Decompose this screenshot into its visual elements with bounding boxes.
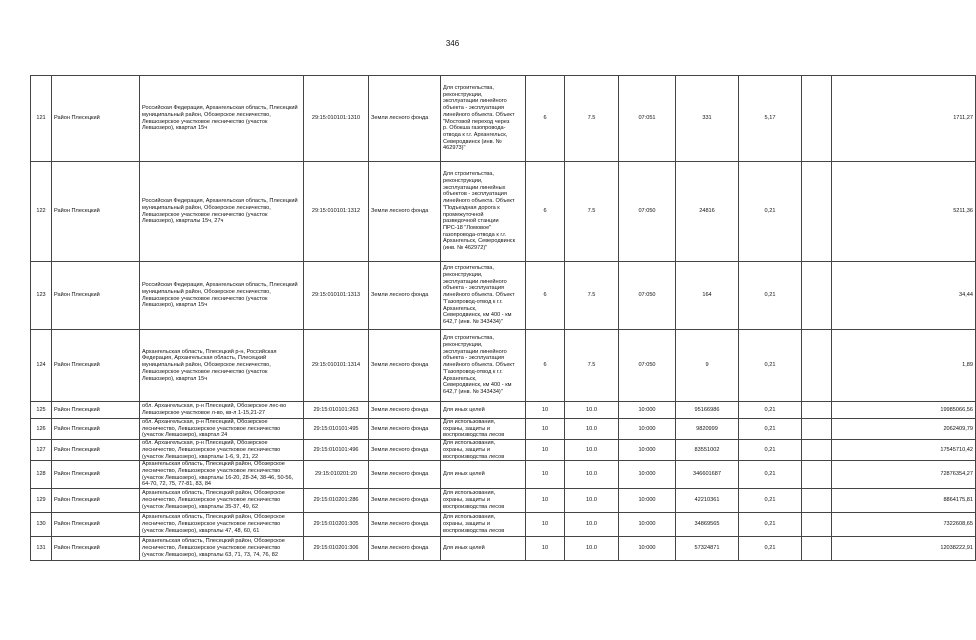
land-category-cell: Земли лесного фонда [369, 76, 441, 162]
cadastral-number-cell: 29:15:010101:495 [304, 419, 369, 440]
permitted-use-cell: Для использования, охраны, защиты и воспроизводства лесов [441, 489, 526, 513]
district-cell: Район Плесецкий [52, 489, 140, 513]
location-cell: обл. Архангельская, р-н Плесецкий, Обозерское лесничество, Левшозерское участковое лесничество (участок Левшозеро), квартал 24 [140, 419, 304, 440]
subgroup-cell: 10:000 [619, 489, 676, 513]
area-cell: 34869565 [676, 513, 739, 537]
subgroup-cell: 10:000 [619, 419, 676, 440]
cadastral-value-cell: 34,44 [832, 262, 976, 330]
area-cell: 42210361 [676, 489, 739, 513]
land-category-cell: Земли лесного фонда [369, 440, 441, 461]
row-number: 130 [31, 513, 52, 537]
subgroup-cell: 10:000 [619, 537, 676, 561]
cadastral-value-cell: 72876354,27 [832, 461, 976, 489]
area-cell: 95166986 [676, 402, 739, 419]
row-number: 127 [31, 440, 52, 461]
district-cell: Район Плесецкий [52, 537, 140, 561]
table-row [31, 513, 976, 537]
table-row [31, 489, 976, 513]
row-number: 124 [31, 330, 52, 402]
cadastral-number-cell: 29:15:010201:306 [304, 537, 369, 561]
cadastral-number-cell: 29:15:010101:496 [304, 440, 369, 461]
empty-cell [802, 489, 832, 513]
empty-cell [802, 76, 832, 162]
permitted-use-cell: Для строительства, реконструкции, эксплуатации линейного объекта - эксплуатация линейного объекта. Объект "Мостовой переход через р. Обокша газопровода- отвода к г.г. Архангельск, Северодвинск (инв. № 462973)" [441, 76, 526, 162]
subgroup-cell: 07:051 [619, 76, 676, 162]
empty-cell [802, 330, 832, 402]
specific-value-cell: 0,21 [739, 513, 802, 537]
district-cell: Район Плесецкий [52, 76, 140, 162]
permitted-use-cell: Для использования, охраны, защиты и воспроизводства лесов [441, 440, 526, 461]
page-number: 346 [445, 39, 460, 48]
row-number: 129 [31, 489, 52, 513]
cadastral-value-cell: 7322608,65 [832, 513, 976, 537]
empty-cell [802, 440, 832, 461]
permitted-use-cell: Для использования, охраны, защиты и воспроизводства лесов [441, 419, 526, 440]
permitted-use-cell: Для иных целей [441, 461, 526, 489]
area-cell: 164 [676, 262, 739, 330]
location-cell: Архангельская область, Плесецкий район, Обозерское лесничество, Левшозерское участковое лесничество (участок Левшозеро), кварталы 47, 48, 60, 61 [140, 513, 304, 537]
specific-value-cell: 5,17 [739, 76, 802, 162]
table-row [31, 440, 976, 461]
specific-value-cell: 0,21 [739, 489, 802, 513]
code-cell: 10 [526, 402, 565, 419]
specific-value-cell: 0,21 [739, 537, 802, 561]
specific-value-cell: 0,21 [739, 262, 802, 330]
district-cell: Район Плесецкий [52, 513, 140, 537]
table-body [31, 76, 976, 561]
location-cell: Российская Федерация, Архангельская область, Плесецкий муниципальный район, Обозерское лесничество, Левшозерское участковое лесничество (участок Левшозеро), кварталы 15ч, 27ч [140, 162, 304, 262]
subgroup-cell: 10:000 [619, 513, 676, 537]
code-cell: 6 [526, 330, 565, 402]
permitted-use-cell: Для строительства, реконструкции, эксплуатации линейного объекта - эксплуатация линейного объекта. Объект "Газопровод-отвод к г.г. Архангельск, Северодвинск, км 400 - км 642,7 (инв. № 343434)" [441, 330, 526, 402]
group-cell: 10.0 [565, 440, 619, 461]
district-cell: Район Плесецкий [52, 440, 140, 461]
code-cell: 10 [526, 440, 565, 461]
specific-value-cell: 0,21 [739, 461, 802, 489]
group-cell: 7.5 [565, 76, 619, 162]
group-cell: 10.0 [565, 402, 619, 419]
row-number: 123 [31, 262, 52, 330]
land-category-cell: Земли лесного фонда [369, 537, 441, 561]
group-cell: 10.0 [565, 461, 619, 489]
location-cell: Архангельская область, Плесецкий район, Обозерское лесничество, Левшозерское участковое лесничество (участок Левшозеро), кварталы 16-20, 28-34, 38-46, 50-56, 64-70, 72, 75, 77-81, 83, 84 [140, 461, 304, 489]
code-cell: 10 [526, 513, 565, 537]
subgroup-cell: 10:000 [619, 402, 676, 419]
land-category-cell: Земли лесного фонда [369, 262, 441, 330]
empty-cell [802, 419, 832, 440]
group-cell: 7.5 [565, 262, 619, 330]
table-row [31, 461, 976, 489]
cadastral-value-cell: 17545710,42 [832, 440, 976, 461]
cadastral-value-cell: 5211,36 [832, 162, 976, 262]
empty-cell [802, 262, 832, 330]
area-cell: 9 [676, 330, 739, 402]
cadastral-number-cell: 29:15:010101:263 [304, 402, 369, 419]
code-cell: 10 [526, 489, 565, 513]
location-cell: Российская Федерация, Архангельская область, Плесецкий муниципальный район, Обозерское лесничество, Левшозерское участковое лесничество (участок Левшозеро), квартал 15ч [140, 76, 304, 162]
code-cell: 10 [526, 419, 565, 440]
location-cell: Архангельская область, Плесецкий район, Обозерское лесничество, Левшозерское участковое лесничество (участок Левшозеро), кварталы 35-37, 49, 62 [140, 489, 304, 513]
row-number: 131 [31, 537, 52, 561]
district-cell: Район Плесецкий [52, 330, 140, 402]
cadastral-number-cell: 29:15:010101:1314 [304, 330, 369, 402]
empty-cell [802, 537, 832, 561]
cadastral-number-cell: 29:15:010101:1313 [304, 262, 369, 330]
cadastral-value-cell: 8864175,81 [832, 489, 976, 513]
area-cell: 83551002 [676, 440, 739, 461]
table-row [31, 262, 976, 330]
group-cell: 10.0 [565, 419, 619, 440]
permitted-use-cell: Для иных целей [441, 402, 526, 419]
land-category-cell: Земли лесного фонда [369, 489, 441, 513]
group-cell: 10.0 [565, 489, 619, 513]
land-category-cell: Земли лесного фонда [369, 162, 441, 262]
subgroup-cell: 07:050 [619, 162, 676, 262]
area-cell: 346601687 [676, 461, 739, 489]
table-row [31, 537, 976, 561]
group-cell: 10.0 [565, 537, 619, 561]
cadastral-number-cell: 29:15:010201:305 [304, 513, 369, 537]
table-row [31, 402, 976, 419]
cadastral-value-cell: 19985066,56 [832, 402, 976, 419]
cadastral-value-cell: 12038222,91 [832, 537, 976, 561]
group-cell: 10.0 [565, 513, 619, 537]
empty-cell [802, 402, 832, 419]
area-cell: 57324871 [676, 537, 739, 561]
subgroup-cell: 07:050 [619, 262, 676, 330]
specific-value-cell: 0,21 [739, 162, 802, 262]
group-cell: 7.5 [565, 330, 619, 402]
subgroup-cell: 10:000 [619, 461, 676, 489]
code-cell: 6 [526, 262, 565, 330]
specific-value-cell: 0,21 [739, 402, 802, 419]
permitted-use-cell: Для строительства, реконструкции, эксплуатации линейного объекта - эксплуатация линейного объекта. Объект "Газопровод-отвод к г.г. Архангельск, Северодвинск, км 400 - км 642,7 (инв. № 343434)" [441, 262, 526, 330]
empty-cell [802, 513, 832, 537]
subgroup-cell: 10:000 [619, 440, 676, 461]
area-cell: 331 [676, 76, 739, 162]
cadastral-value-cell: 1711,27 [832, 76, 976, 162]
land-category-cell: Земли лесного фонда [369, 402, 441, 419]
district-cell: Район Плесецкий [52, 162, 140, 262]
district-cell: Район Плесецкий [52, 461, 140, 489]
location-cell: обл. Архангельская, р-н Плесецкий, Обозерское лесничество, Левшозерское участковое лесничество (участок Левшозеро), кварталы 1-6, 9, 21, 22 [140, 440, 304, 461]
cadastral-value-cell: 2062409,79 [832, 419, 976, 440]
specific-value-cell: 0,21 [739, 330, 802, 402]
table-row [31, 419, 976, 440]
district-cell: Район Плесецкий [52, 262, 140, 330]
district-cell: Район Плесецкий [52, 402, 140, 419]
row-number: 128 [31, 461, 52, 489]
permitted-use-cell: Для строительства, реконструкции, эксплуатации линейных объектов - эксплуатация линейного объекта. Объект "Подъездная дорога к промежуточной разведочной станции ПРС-18 "Ломовое" газопровода-отвода к г.г. Архангельск, Северодвинск (инв. № 462972)" [441, 162, 526, 262]
location-cell: Архангельская область, Плесецкий р-н, Российская Федерация, Архангельская область, Плесецкий муниципальный район, Обозерское лесничество, Левшозерское участковое лесничество (участок Левшозеро), квартал 15ч [140, 330, 304, 402]
area-cell: 9820999 [676, 419, 739, 440]
table-row [31, 76, 976, 162]
specific-value-cell: 0,21 [739, 440, 802, 461]
empty-cell [802, 162, 832, 262]
empty-cell [802, 461, 832, 489]
row-number: 121 [31, 76, 52, 162]
group-cell: 7.5 [565, 162, 619, 262]
area-cell: 24816 [676, 162, 739, 262]
location-cell: обл. Архангельская, р-н Плесецкий, Обозерское лес-во Левшозерское участковое л-во, кв-л 1-15,21-27 [140, 402, 304, 419]
specific-value-cell: 0,21 [739, 419, 802, 440]
cadastral-number-cell: 29:15:010101:1312 [304, 162, 369, 262]
cadastral-value-cell: 1,89 [832, 330, 976, 402]
location-cell: Архангельская область, Плесецкий район, Обозерское лесничество, Левшозерское участковое лесничество (участок Левшозеро), кварталы 63, 71, 73, 74, 76, 82 [140, 537, 304, 561]
land-category-cell: Земли лесного фонда [369, 419, 441, 440]
subgroup-cell: 07:050 [619, 330, 676, 402]
code-cell: 6 [526, 76, 565, 162]
permitted-use-cell: Для иных целей [441, 537, 526, 561]
table-row [31, 330, 976, 402]
land-category-cell: Земли лесного фонда [369, 513, 441, 537]
location-cell: Российская Федерация, Архангельская область, Плесецкий муниципальный район, Обозерское лесничество, Левшозерское участковое лесничество (участок Левшозеро), квартал 15ч [140, 262, 304, 330]
cadastral-number-cell: 29:15:010101:1310 [304, 76, 369, 162]
cadastral-value-table [30, 75, 976, 561]
land-category-cell: Земли лесного фонда [369, 330, 441, 402]
code-cell: 10 [526, 461, 565, 489]
cadastral-number-cell: 29:15:010201:286 [304, 489, 369, 513]
row-number: 126 [31, 419, 52, 440]
row-number: 125 [31, 402, 52, 419]
cadastral-number-cell: 29:15:010201:20 [304, 461, 369, 489]
code-cell: 10 [526, 537, 565, 561]
row-number: 122 [31, 162, 52, 262]
code-cell: 6 [526, 162, 565, 262]
permitted-use-cell: Для использования, охраны, защиты и воспроизводства лесов [441, 513, 526, 537]
land-category-cell: Земли лесного фонда [369, 461, 441, 489]
table-row [31, 162, 976, 262]
district-cell: Район Плесецкий [52, 419, 140, 440]
